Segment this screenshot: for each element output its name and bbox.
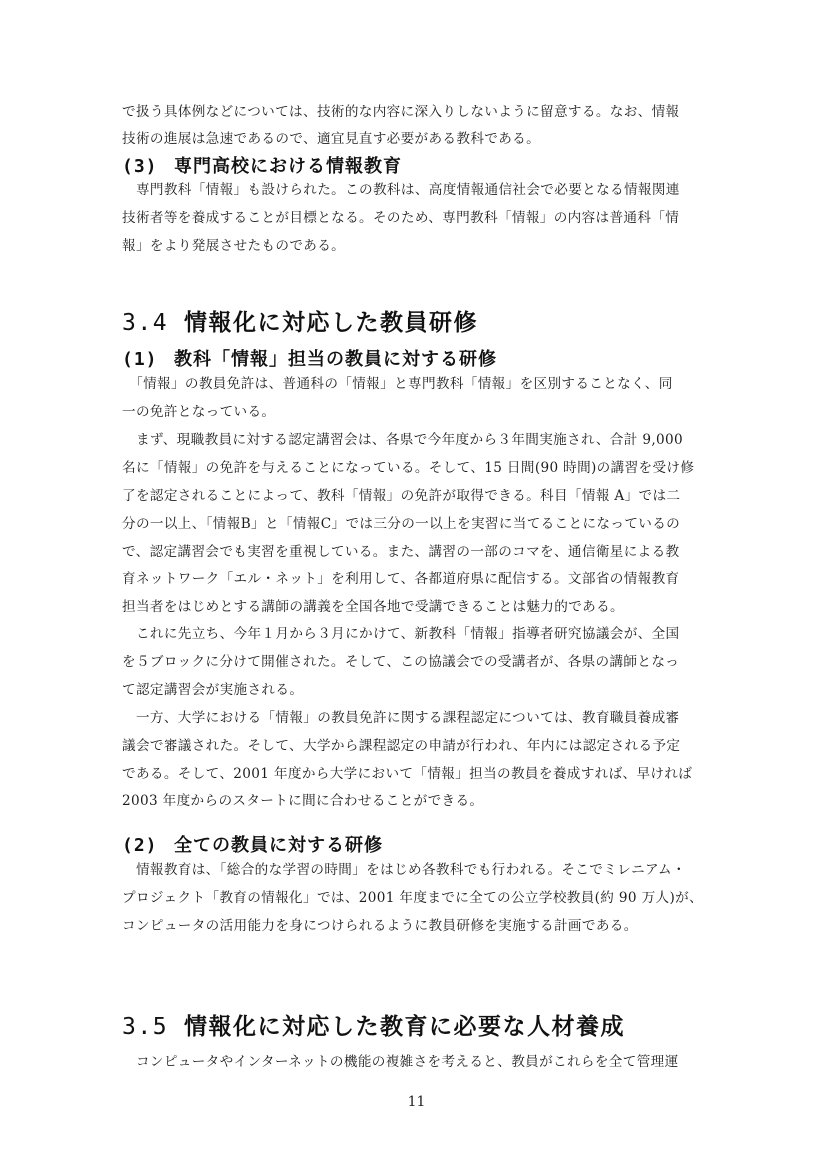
body-line: プロジェクト「教育の情報化」では、2001 年度までに全ての公立学校教員(約 90 万人)が、 bbox=[122, 890, 704, 906]
body-line: コンピュータやインターネットの機能の複雑さを考えると、教員がこれらを全て管理運 bbox=[122, 1054, 679, 1070]
body-line: 一の免許となっている。 bbox=[122, 404, 276, 420]
section-heading-all-teachers bbox=[122, 831, 383, 857]
body-line: 名に「情報」の免許を与えることになっている。そして、15 日間(90 時間)の講習を受け修 bbox=[122, 460, 695, 476]
body-line: 2003 年度からのスタートに間に合わせることができる。 bbox=[122, 793, 484, 809]
body-line: で、認定講習会でも実習を重視している。また、講習の一部のコマを、通信衛星による教 bbox=[122, 544, 680, 560]
section-heading-information-subject-teachers bbox=[122, 345, 497, 371]
chapter-title: 情報化に対応した教育に必要な人材養成 bbox=[184, 1014, 625, 1040]
body-line: である。そして、2001 年度から大学において「情報」担当の教員を養成すれば、早ければ bbox=[122, 766, 693, 782]
body-line: 専門教科「情報」も設けられた。この教科は、高度情報通信社会で必要となる情報関連 bbox=[122, 182, 680, 198]
body-line: まず、現職教員に対する認定講習会は、各県で今年度から３年間実施され、合計 9,000 bbox=[122, 432, 683, 448]
body-line: 一方、大学における「情報」の教員免許に関する課程認定については、教育職員養成審 bbox=[122, 710, 680, 726]
chapter-heading-teacher-training bbox=[122, 304, 478, 337]
section-title: 教科「情報」担当の教員に対する研修 bbox=[174, 349, 497, 370]
chapter-number: 3.5 bbox=[122, 1014, 169, 1040]
body-line: 技術者等を養成することが目標となる。そのため、専門教科「情報」の内容は普通科「情 bbox=[122, 210, 680, 226]
body-line: 分の一以上、「情報B」と「情報C」では三分の一以上を実習に当てることになっているの bbox=[122, 516, 681, 532]
body-line: 「情報」の教員免許は、普通科の「情報」と専門教科「情報」を区別することなく、同 bbox=[122, 376, 673, 392]
body-line: 情報教育は、「総合的な学習の時間」をはじめ各教科でも行われる。そこでミレニアム・ bbox=[122, 862, 686, 878]
body-line: これに先立ち、今年１月から３月にかけて、新教科「情報」指導者研究協議会が、全国 bbox=[122, 626, 680, 642]
section-heading-specialized-high-school bbox=[122, 152, 402, 178]
chapter-heading-human-resources bbox=[122, 1008, 625, 1041]
chapter-title: 情報化に対応した教員研修 bbox=[184, 310, 478, 336]
page-number: 11 bbox=[407, 1094, 426, 1110]
body-line: 担当者をはじめとする講師の講義を全国各地で受講できることは魅力的である。 bbox=[122, 599, 624, 615]
section-title: 全ての教員に対する研修 bbox=[174, 835, 383, 856]
section-number: (3) bbox=[122, 156, 158, 177]
body-line: 育ネットワーク「エル・ネット」を利用して、各都道府県に配信する。文部省の情報教育 bbox=[122, 571, 680, 587]
body-line: で扱う具体例などについては、技術的な内容に深入りしないように留意する。なお、情報 bbox=[122, 104, 680, 120]
body-line: を５ブロックに分けて開催された。そして、この協議会での受講者が、各県の講師となっ bbox=[122, 654, 680, 670]
section-number: (2) bbox=[122, 835, 158, 856]
body-line: て認定講習会が実施される。 bbox=[122, 682, 304, 698]
chapter-number: 3.4 bbox=[122, 310, 169, 336]
body-line: 了を認定されることによって、教科「情報」の免許が取得できる。科目「情報 A」では二 bbox=[122, 488, 681, 504]
section-title: 専門高校における情報教育 bbox=[174, 156, 402, 177]
body-line: 技術の進展は急速であるので、適宜見直す必要がある教科である。 bbox=[122, 131, 541, 147]
body-line: 議会で審議された。そして、大学から課程認定の申請が行われ、年内には認定される予定 bbox=[122, 738, 681, 754]
body-line: コンピュータの活用能力を身につけられるように教員研修を実施する計画である。 bbox=[122, 918, 638, 934]
section-number: (1) bbox=[122, 349, 158, 370]
body-line: 報」をより発展させたものである。 bbox=[122, 238, 346, 254]
